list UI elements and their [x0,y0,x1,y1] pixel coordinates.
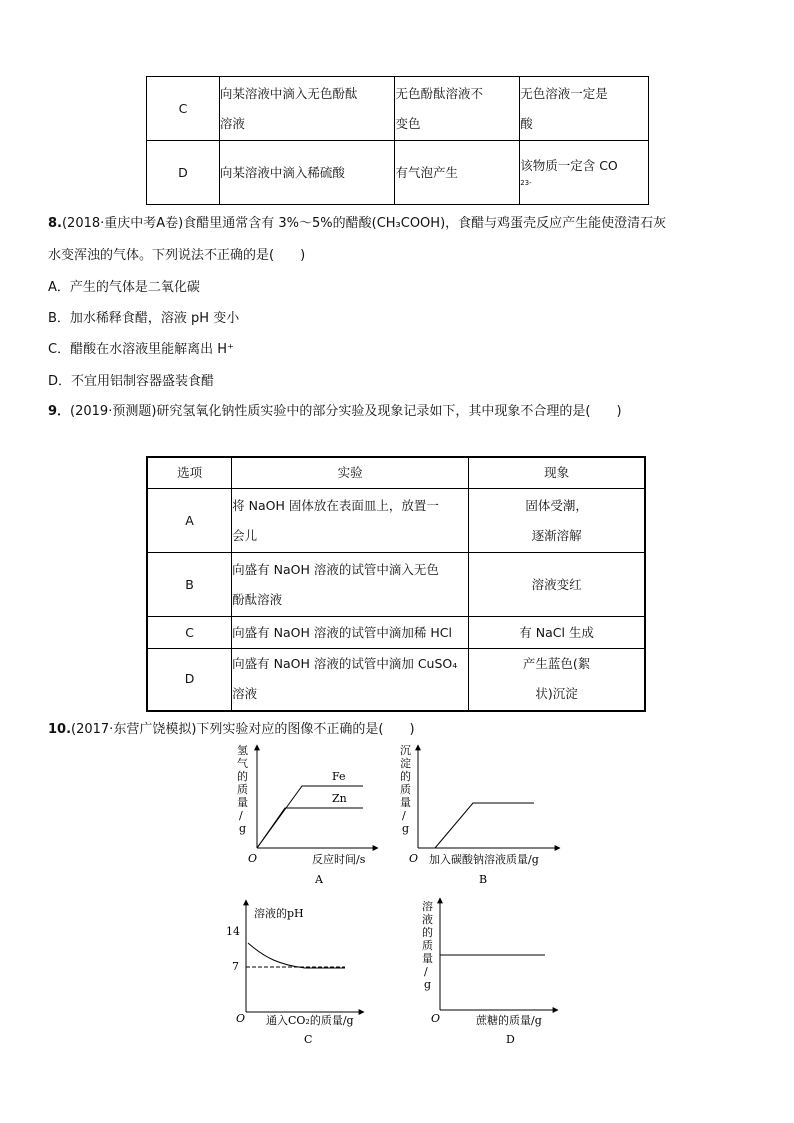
observation-cell [469,489,645,553]
conclusion-cell [520,77,649,141]
ylabel-char: 的 [422,926,433,939]
ylabel-char: 液 [422,913,433,926]
option-cell: D [147,141,220,205]
zn-label: Zn [332,792,347,805]
origin-label: O [236,1012,246,1025]
tick-label-7: 7 [232,960,239,973]
observation-cell: 有气泡产生 [395,141,520,205]
ylabel-char: 淀 [400,757,411,770]
question-10-stem [48,718,415,737]
question-number: 10. [48,722,72,737]
table-header-row [147,457,645,489]
table-question-9 [146,456,646,712]
option-c: C．醋酸在水溶液里能解离出 H⁺ [48,342,234,357]
cell-line: 产生蓝色(絮 [522,656,591,672]
y-axis-label: 溶液的pH [254,907,304,920]
x-axis-label: 反应时间/s [312,853,366,866]
cell-line: 逐渐溶解 [531,527,582,543]
cell-line: 向盛有 NaOH 溶液的试管中滴加 CuSO₄ [232,656,458,672]
graph-caption: D [506,1033,515,1046]
option-cell: A [147,489,232,553]
ylabel-char: 量 [422,952,433,965]
x-axis-label: 加入碳酸钠溶液质量/g [429,853,539,866]
cell-line: 无色酚酞溶液不 [395,85,483,101]
question-text: (2018·重庆中考A卷)食醋里通常含有 3%～5%的醋酸(CH₃COOH)，食醋与鸡蛋壳反应产生能使澄清石灰 [61,216,667,231]
graph-caption: A [315,873,323,886]
precipitate-line [435,803,534,848]
observation-cell [395,77,520,141]
cell-line: 会儿 [232,527,258,543]
cell-line: 向某溶液中滴入无色酚酞 [219,85,358,101]
question-text: (2017·东营广饶模拟)下列实验对应的图像不正确的是( ) [71,722,415,737]
question-9-stem [48,400,622,419]
graph-b [400,744,560,886]
experiment-cell: 向某溶液中滴入稀硫酸 [219,141,395,205]
observation-cell: 溶液变红 [469,553,645,617]
ion-charge: 23- [520,178,532,187]
ylabel-char: 质 [422,939,433,952]
ylabel-char: 溶 [422,900,433,913]
question-8-stem [48,212,666,231]
graph-a [237,743,378,886]
table-row [147,649,645,711]
ylabel-char: g [402,822,410,835]
graph-caption: C [304,1033,313,1046]
option-cell: B [147,553,232,617]
cell-line: 溶液 [219,115,245,131]
table-row [147,553,645,617]
ylabel-char: 质 [237,783,248,796]
ylabel-char: / [424,965,428,978]
cell-line: 无色溶液一定是 [520,85,608,101]
origin-label: O [431,1012,441,1025]
experiment-cell [232,649,469,711]
ph-curve [248,943,345,968]
cell-line: 向盛有 NaOH 溶液的试管中滴入无色 [232,561,439,577]
tick-label-14: 14 [226,925,240,938]
graphs-figure [220,740,580,1060]
fe-label: Fe [332,770,346,783]
column-header: 现象 [469,457,645,489]
option-cell: D [147,649,232,711]
table-row [147,77,649,141]
zn-line [257,808,363,848]
ylabel-char: 气 [237,757,248,770]
cell-line: 将 NaOH 固体放在表面皿上，放置一 [232,497,439,513]
ylabel-char: g [239,822,247,835]
experiment-cell [219,77,395,141]
experiment-cell: 向盛有 NaOH 溶液的试管中滴加稀 HCl [232,617,469,649]
ylabel-char: / [402,809,406,822]
x-axis-label: 蔗糖的质量/g [476,1014,542,1027]
experiment-cell [232,489,469,553]
cell-line: 酚酞溶液 [232,591,283,607]
fe-line [257,786,363,848]
table-previous-question [146,76,649,205]
table-row [147,141,649,205]
cell-line: 溶液 [232,686,258,702]
option-d: D．不宜用铝制容器盛装食醋 [48,374,215,389]
experiment-cell [232,553,469,617]
ylabel-char: 的 [237,770,248,783]
table-row [147,617,645,649]
option-cell: C [147,77,220,141]
cell-line: 变色 [395,115,421,131]
ylabel-char: g [424,978,432,991]
origin-label: O [409,852,419,865]
x-axis-label: 通入CO₂的质量/g [266,1014,354,1027]
ylabel-char: 量 [237,796,248,809]
graph-d [422,898,558,1046]
observation-cell: 有 NaCl 生成 [469,617,645,649]
question-8-stem-line2: 水变浑浊的气体。下列说法不正确的是( ) [48,248,306,263]
option-b: B．加水稀释食醋，溶液 pH 变小 [48,311,240,326]
cell-line: 该物质一定含 CO [520,157,618,173]
cell-line: 固体受潮， [525,497,588,513]
question-number: 8. [48,216,62,231]
ylabel-char: 沉 [400,744,411,757]
option-cell: C [147,617,232,649]
column-header: 选项 [147,457,232,489]
cell-line: 状)沉淀 [535,686,578,702]
question-text: (2019·预测题)研究氢氧化钠性质实验中的部分实验及现象记录如下，其中现象不合理的是( ) [70,404,622,419]
conclusion-cell [520,141,649,205]
question-number: 9． [48,404,71,419]
ylabel-char: 量 [400,796,411,809]
cell-line: 酸 [520,115,533,131]
ylabel-char: 的 [400,770,411,783]
ylabel-char: / [239,809,243,822]
origin-label: O [248,852,258,865]
ylabel-char: 氢 [237,744,248,757]
option-a: A．产生的气体是二氧化碳 [48,280,200,295]
observation-cell [469,649,645,711]
table-row [147,489,645,553]
graph-c [226,900,364,1046]
ylabel-char: 质 [400,783,411,796]
column-header: 实验 [232,457,469,489]
graph-caption: B [479,873,488,886]
